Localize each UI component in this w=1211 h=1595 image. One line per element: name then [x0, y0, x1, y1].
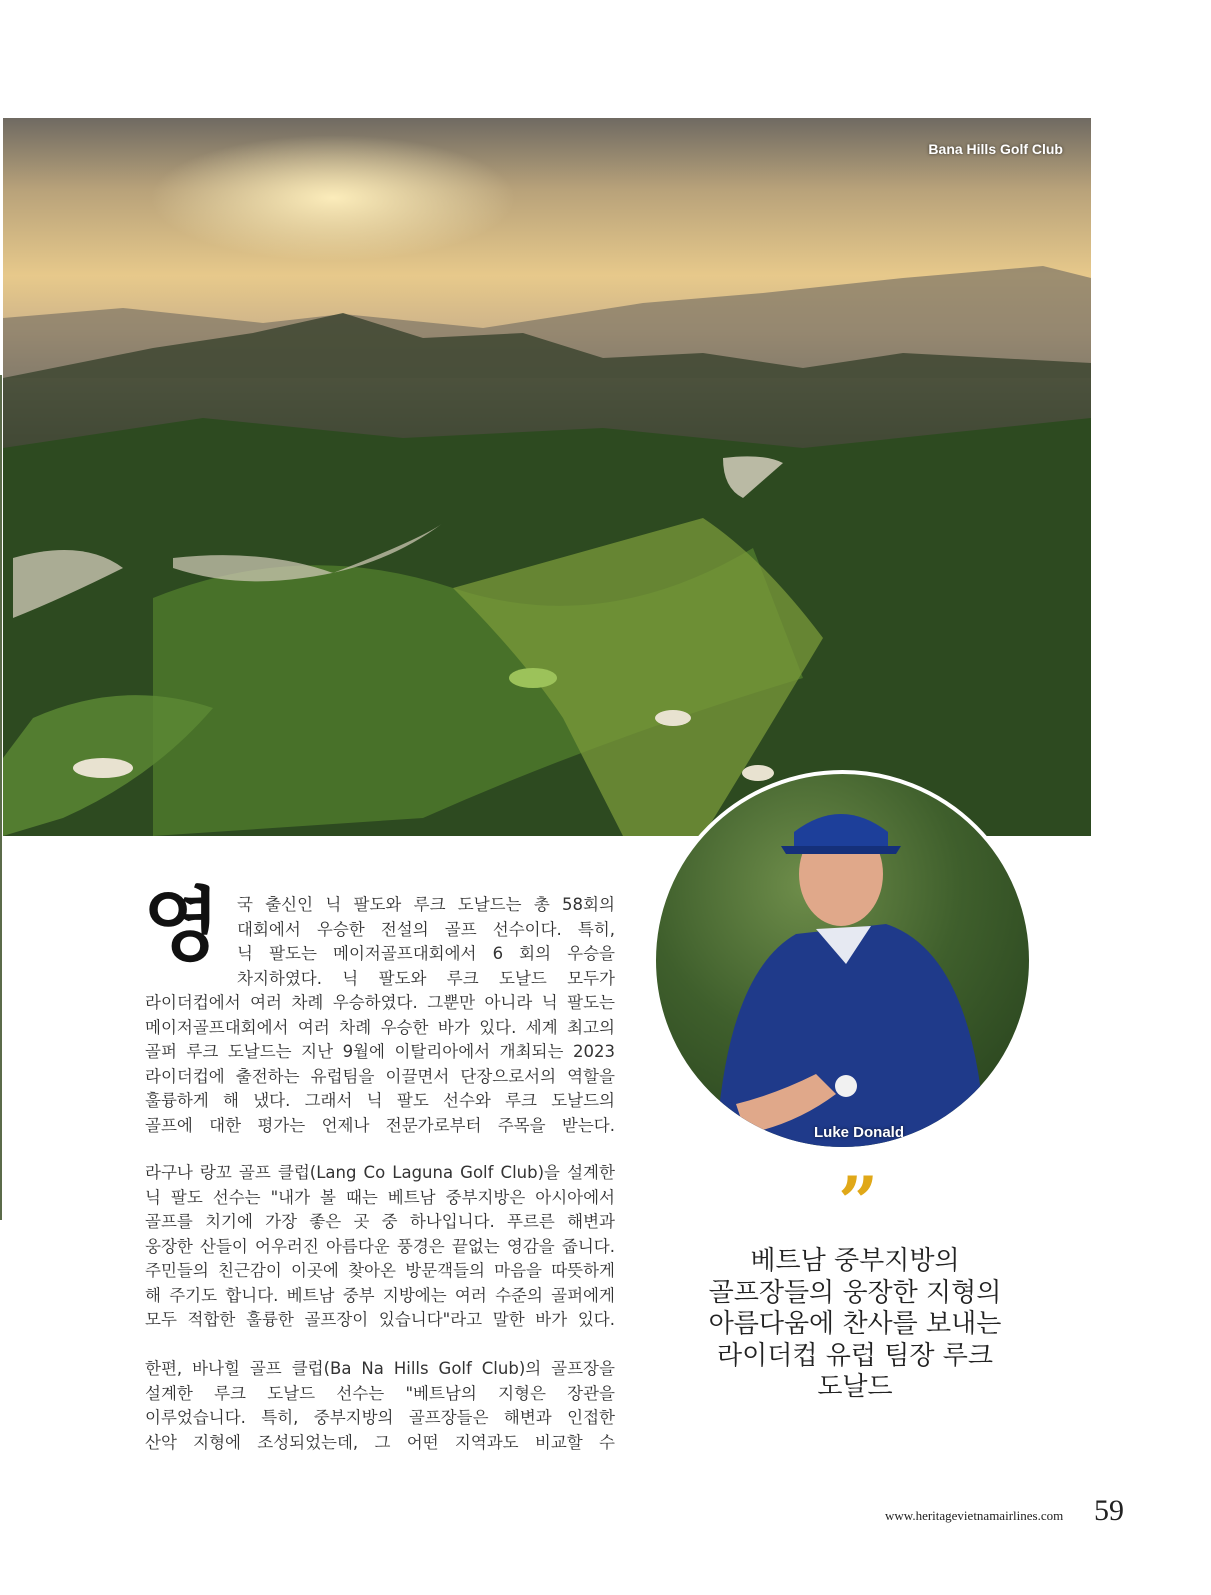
word: 때는 — [345, 1187, 378, 1207]
closing-quote-icon: ” — [838, 1161, 879, 1244]
word: 언제나 — [321, 1115, 370, 1135]
word: 팔도는 — [567, 993, 615, 1012]
word: 골퍼 — [145, 1042, 177, 1061]
word: 팔도 — [170, 1187, 203, 1207]
word: 메이저골프대회에서 — [333, 944, 477, 963]
word: Club)의 — [481, 1359, 542, 1378]
text-line — [145, 1161, 615, 1186]
word: 장관을 — [567, 1383, 615, 1403]
word: 어떤 — [406, 1432, 439, 1452]
text-line — [237, 967, 615, 992]
word: 골프에 — [145, 1115, 193, 1135]
text-line — [145, 1235, 615, 1260]
text-line — [145, 991, 615, 1016]
word: 닉 — [342, 968, 359, 988]
text-line — [145, 1186, 615, 1211]
word: Hills — [393, 1359, 429, 1378]
text-line — [145, 1382, 615, 1407]
word: 주목을 — [497, 1115, 546, 1135]
word: 비교할 — [534, 1432, 583, 1452]
word: 끝없는 — [451, 1236, 500, 1256]
word: 출신인 — [265, 895, 314, 914]
word: 여러 — [454, 1285, 487, 1305]
word: 중 — [381, 1212, 398, 1231]
text-line — [145, 1210, 615, 1235]
word: 한편, — [145, 1359, 183, 1378]
word: 친근감이 — [218, 1261, 282, 1280]
word: 중부지방은 — [445, 1187, 526, 1207]
word: 수 — [599, 1432, 615, 1452]
golf-course-aerial-photo — [3, 118, 1091, 836]
word: 아시아에서 — [535, 1187, 615, 1207]
word: 있습니다"라고 — [378, 1310, 483, 1329]
word: 이루었습니다. — [145, 1408, 246, 1427]
text-line — [145, 1016, 615, 1041]
word: Na — [361, 1359, 384, 1378]
word: 찾아온 — [348, 1261, 396, 1280]
word: 합니다. — [225, 1285, 279, 1305]
word: 닉 — [145, 1187, 161, 1207]
pull-quote-line: 아름다움에 찬사를 보내는 — [708, 1309, 1002, 1339]
word: 선수와 — [443, 1091, 491, 1110]
word: 대회에서 — [237, 919, 301, 939]
word: 풍경은 — [396, 1236, 445, 1256]
text-line — [145, 1431, 615, 1456]
word: 인접한 — [567, 1408, 615, 1427]
word: 모두가 — [567, 968, 615, 988]
word: 도날드 — [499, 968, 547, 988]
word: 2023 — [572, 1042, 615, 1061]
pull-quote-line: 라이더컵 유럽 팀장 루크 — [717, 1340, 993, 1371]
word: 루크 — [214, 1383, 246, 1403]
pull-quote — [690, 1246, 1020, 1404]
word: 팔도와 — [378, 968, 427, 988]
word: 전문가로부터 — [385, 1115, 482, 1135]
word: 훌륭한 — [246, 1310, 294, 1329]
word: 좋은 — [309, 1212, 342, 1231]
word: 루크 — [505, 1091, 537, 1110]
word: 해 — [145, 1285, 161, 1305]
word: 평가는 — [257, 1115, 306, 1135]
text-line — [145, 1406, 615, 1431]
word: 베트남 — [387, 1187, 436, 1207]
word: 있다. — [479, 1017, 517, 1037]
word: 클럽(Ba — [291, 1359, 352, 1378]
word: 지형에 — [193, 1432, 241, 1452]
word: 우승한 — [316, 919, 365, 939]
word: 방문객들의 — [405, 1261, 485, 1280]
pull-quote-line: 골프장들의 웅장한 지형의 — [708, 1277, 1002, 1308]
word: 세계 — [525, 1017, 558, 1037]
word: 해변과 — [567, 1212, 615, 1231]
word: 조성되었는데, — [257, 1432, 359, 1452]
article-paragraph — [145, 1357, 615, 1455]
word: 역할을 — [567, 1066, 615, 1086]
word: 라구나 — [145, 1163, 193, 1182]
word: 메이저골프대회에서 — [145, 1017, 289, 1037]
word: 출전하는 — [235, 1066, 300, 1086]
word: 해변과 — [503, 1408, 552, 1427]
word: 라이더컵에 — [145, 1066, 225, 1086]
word: 우승한 — [380, 1017, 429, 1037]
word: 도날드는 — [227, 1042, 292, 1061]
portrait-caption: Luke Donald — [814, 1124, 905, 1141]
word: 팔도 — [396, 1091, 429, 1110]
word: 골퍼에게 — [551, 1285, 615, 1305]
word: 볼 — [320, 1187, 336, 1207]
word: 지형은 — [498, 1383, 546, 1403]
word: 최고의 — [567, 1017, 615, 1037]
word: 특히, — [261, 1408, 299, 1427]
word: 적합한 — [187, 1310, 236, 1329]
word: 어우러진 — [255, 1236, 319, 1256]
footer-url[interactable]: www.heritagevietnamairlines.com — [885, 1508, 1064, 1523]
word: 단장으로서의 — [460, 1066, 557, 1086]
word: 차지하였다. — [237, 968, 322, 988]
text-line — [145, 1114, 615, 1139]
word: 골프장을 — [551, 1359, 615, 1378]
landscape-illustration — [3, 118, 1091, 836]
word: 골프 — [444, 919, 477, 939]
word: 마음을 — [494, 1261, 542, 1280]
word: 웅장한 — [145, 1236, 193, 1256]
word: 영감을 — [506, 1236, 555, 1256]
word: 차례 — [291, 993, 324, 1012]
word: 골프장들은 — [408, 1408, 489, 1427]
word: 이곳에 — [291, 1261, 339, 1280]
word: 루크 — [446, 968, 479, 988]
word: 산악 — [145, 1432, 177, 1452]
word: 베트남 — [286, 1285, 335, 1305]
word: 푸르른 — [507, 1212, 555, 1231]
pull-quote-line: 베트남 중부지방의 — [750, 1246, 960, 1276]
word: "베트남의 — [405, 1383, 477, 1403]
word: 아름다운 — [325, 1236, 390, 1256]
word: 우승하였다. — [332, 993, 418, 1012]
word: 가장 — [265, 1212, 298, 1231]
word: 산들이 — [200, 1236, 248, 1256]
word: 바가 — [535, 1310, 568, 1329]
page-number: 59 — [1094, 1494, 1124, 1527]
text-line — [237, 893, 615, 918]
word: 회의 — [519, 944, 552, 963]
word: 닉 — [366, 1091, 383, 1110]
word: 총 — [533, 895, 550, 914]
word: 따뜻하게 — [551, 1261, 615, 1280]
word: 개최되는 — [499, 1042, 564, 1061]
word: 주민들의 — [145, 1261, 209, 1280]
word: 팔도와 — [353, 895, 402, 914]
word: 라이더컵에서 — [145, 993, 241, 1012]
word: 닉 — [237, 944, 253, 963]
word: 바나힐 — [192, 1359, 240, 1378]
word: Club)을 — [500, 1163, 560, 1182]
word: 루크 — [413, 895, 446, 914]
word: 하나입니다. — [409, 1212, 495, 1231]
word: 치기에 — [205, 1212, 253, 1231]
word: 골프를 — [145, 1212, 193, 1231]
golfer-illustration — [656, 774, 1029, 1147]
word: 그 — [374, 1432, 391, 1452]
text-line — [237, 918, 615, 943]
word: 있다. — [577, 1310, 615, 1329]
word: 랑꼬 — [199, 1163, 232, 1182]
word: 받는다. — [561, 1115, 615, 1135]
text-line — [145, 1089, 615, 1114]
word: 지역과도 — [454, 1432, 519, 1452]
word: 줍니다. — [561, 1236, 615, 1256]
word: 중부 — [342, 1285, 375, 1305]
word: Co — [363, 1163, 386, 1182]
text-line — [145, 1040, 615, 1065]
word: Laguna — [392, 1163, 454, 1182]
text-line — [145, 1308, 615, 1333]
text-line — [145, 1259, 615, 1284]
word: 차례 — [339, 1017, 372, 1037]
word: 지방에는 — [382, 1285, 447, 1305]
word: 곳 — [353, 1212, 370, 1231]
word: 도날드 — [267, 1383, 316, 1403]
photo-caption: Bana Hills Golf Club — [928, 141, 1063, 157]
word: 여러 — [297, 1017, 330, 1037]
text-line — [145, 1065, 615, 1090]
luke-donald-portrait — [652, 770, 1033, 1151]
word: 중부지방의 — [313, 1408, 394, 1427]
word: 선수는 — [212, 1187, 261, 1207]
text-line — [145, 1284, 615, 1309]
word: 아니라 — [484, 993, 533, 1012]
word: 58회의 — [562, 895, 615, 914]
word: 유럽팀을 — [310, 1066, 375, 1086]
word: 팔도는 — [269, 944, 317, 963]
word: 그뿐만 — [427, 993, 476, 1012]
word: 9월에 — [342, 1042, 385, 1061]
word: 모두 — [145, 1310, 177, 1329]
pull-quote-line: 도날드 — [817, 1372, 893, 1402]
word: 냈다. — [253, 1091, 291, 1110]
word: 전설의 — [380, 919, 429, 939]
text-line — [145, 1357, 615, 1382]
word: 국 — [237, 895, 253, 914]
word: 골프 — [238, 1163, 271, 1182]
word: 대한 — [209, 1115, 242, 1135]
word: 도날드는 — [457, 895, 522, 914]
word: 해 — [223, 1091, 239, 1110]
word: 이끌면서 — [385, 1066, 450, 1086]
drop-cap: 영 — [143, 879, 221, 972]
word: 골프장이 — [304, 1310, 369, 1329]
word: 루크 — [186, 1042, 219, 1061]
article-paragraph — [145, 1161, 615, 1333]
word: 훌륭하게 — [145, 1091, 209, 1110]
word: 바가 — [437, 1017, 470, 1037]
word: Golf — [438, 1359, 472, 1378]
word: 그래서 — [304, 1091, 353, 1110]
word: 수준의 — [495, 1285, 543, 1305]
text-line — [237, 942, 615, 967]
word: 이탈리아에서 — [394, 1042, 491, 1061]
word: 지난 — [301, 1042, 334, 1061]
word: 닉 — [325, 895, 342, 914]
word: 도날드의 — [551, 1091, 615, 1110]
word: Golf — [460, 1163, 494, 1182]
word: 닉 — [541, 993, 558, 1012]
word: 설계한 — [145, 1383, 193, 1403]
word: 우승을 — [567, 944, 615, 963]
word: 말한 — [492, 1310, 525, 1329]
word: 골프 — [249, 1359, 282, 1378]
word: 선수는 — [336, 1383, 385, 1403]
article-paragraph — [145, 893, 615, 1138]
word: 주기도 — [169, 1285, 218, 1305]
word: 선수이다. — [492, 919, 562, 939]
page-edge-strip — [0, 375, 2, 1220]
word: "내가 — [270, 1187, 311, 1207]
word: 여러 — [250, 993, 282, 1012]
word: 6 — [492, 944, 504, 963]
word: 특히, — [577, 919, 615, 939]
word: 클럽(Lang — [277, 1163, 357, 1182]
word: 설계한 — [567, 1163, 615, 1182]
